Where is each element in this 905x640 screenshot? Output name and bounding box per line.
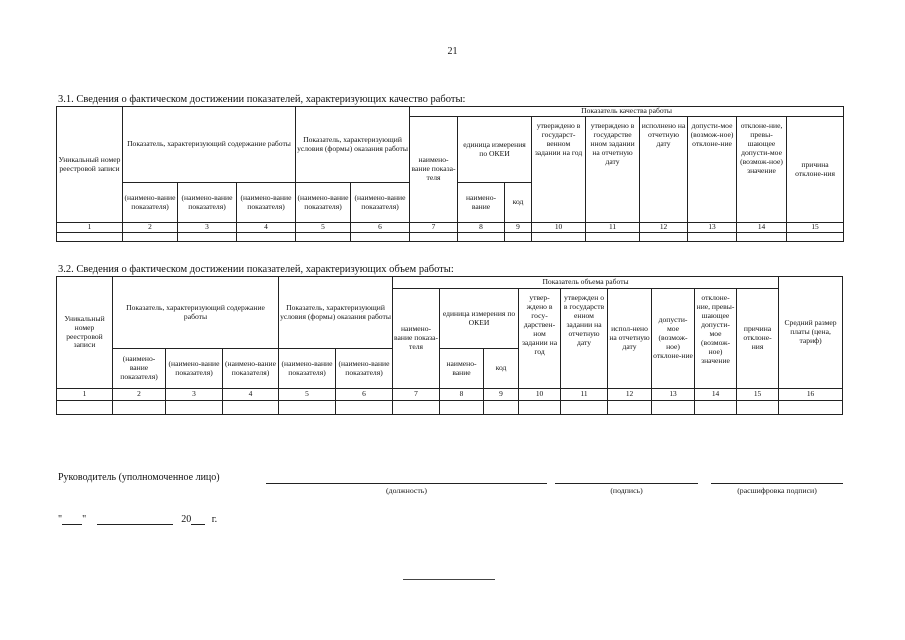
h-param-3: (наимено-вание показателя)	[237, 183, 296, 223]
h-param-3: (наимено-вание показателя)	[223, 349, 279, 389]
h-unique-record: Уникальный номер реестровой записи	[57, 107, 123, 223]
col-number: 6	[336, 389, 393, 401]
col-number: 13	[652, 389, 695, 401]
page-number: 21	[447, 46, 458, 57]
year-field[interactable]	[191, 514, 205, 525]
table-cell[interactable]	[458, 233, 505, 242]
table-row	[57, 401, 843, 415]
h-param-1: (наимено-вание показателя)	[123, 183, 178, 223]
col-number: 1	[57, 223, 123, 233]
table-cell[interactable]	[166, 401, 223, 415]
h-average-price: Средний размер платы (цена, тариф)	[779, 277, 843, 389]
column-number-row	[57, 223, 844, 233]
h-unit-name: наимено-вание	[440, 349, 484, 389]
signature-label: Руководитель (уполномоченное лицо)	[58, 472, 220, 483]
h-approved-year: утвер-ждено в госу-дарствен-ном задании на год	[519, 289, 561, 389]
table-cell[interactable]	[223, 401, 279, 415]
col-number: 11	[586, 223, 640, 233]
h-approved-date: утверждено в государстве нном задании на отчетную дату	[586, 117, 640, 223]
table-cell[interactable]	[695, 401, 737, 415]
col-number: 15	[787, 223, 844, 233]
table-cell[interactable]	[351, 233, 410, 242]
h-param-4: (наимено-вание показателя)	[296, 183, 351, 223]
quality-table	[56, 106, 844, 242]
table-cell[interactable]	[393, 401, 440, 415]
col-number: 5	[296, 223, 351, 233]
h-indicator-group: Показатель качества работы	[410, 107, 844, 117]
table-cell[interactable]	[787, 233, 844, 242]
h-content-indicator: Показатель, характеризующий содержание работы	[123, 107, 296, 183]
table-cell[interactable]	[113, 401, 166, 415]
table-cell[interactable]	[608, 401, 652, 415]
table-row	[57, 233, 844, 242]
col-number: 2	[113, 389, 166, 401]
table-cell[interactable]	[123, 233, 178, 242]
table-cell[interactable]	[237, 233, 296, 242]
col-number: 13	[688, 223, 737, 233]
table-cell[interactable]	[532, 233, 586, 242]
col-number: 2	[123, 223, 178, 233]
table-cell[interactable]	[410, 233, 458, 242]
col-number: 7	[410, 223, 458, 233]
h-param-5: (наимено-вание показателя)	[351, 183, 410, 223]
h-actual: исполнено на отчетную дату	[640, 117, 688, 223]
table-cell[interactable]	[688, 233, 737, 242]
h-param-2: (наимено-вание показателя)	[166, 349, 223, 389]
col-number: 15	[737, 389, 779, 401]
h-content-indicator: Показатель, характеризующий содержание работы	[113, 277, 279, 349]
col-number: 3	[178, 223, 237, 233]
h-indicator-group: Показатель объема работы	[393, 277, 779, 289]
table-cell[interactable]	[586, 233, 640, 242]
day-field[interactable]	[62, 514, 82, 525]
table-cell[interactable]	[279, 401, 336, 415]
col-number: 9	[484, 389, 519, 401]
h-conditions-indicator: Показатель, характеризующий условия (формы) оказания работы	[279, 277, 393, 349]
h-unit: единица измерения по ОКЕИ	[458, 117, 532, 183]
col-number: 3	[166, 389, 223, 401]
table-cell[interactable]	[440, 401, 484, 415]
h-unit: единица измерения по ОКЕИ	[440, 289, 519, 349]
col-number: 11	[561, 389, 608, 401]
table-cell[interactable]	[779, 401, 843, 415]
table-cell[interactable]	[336, 401, 393, 415]
h-approved-date: утвержден о в государств енном задании на отчетную дату	[561, 289, 608, 389]
table-cell[interactable]	[178, 233, 237, 242]
column-number-row	[57, 389, 843, 401]
col-number: 14	[695, 389, 737, 401]
table-cell[interactable]	[57, 233, 123, 242]
table-cell[interactable]	[737, 233, 787, 242]
position-caption: (должность)	[386, 486, 427, 495]
table-cell[interactable]	[640, 233, 688, 242]
h-excess-deviation: отклоне-ние, превы-шающее допусти-мое (возмож-ное) значение	[737, 117, 787, 223]
h-indicator-name: наимено-вание показа-теля	[410, 117, 458, 223]
col-number: 4	[237, 223, 296, 233]
col-number: 8	[458, 223, 505, 233]
quote-open: "	[58, 514, 63, 525]
h-param-1: (наимено-вание показателя)	[113, 349, 166, 389]
footnote-divider	[403, 579, 495, 580]
table-cell[interactable]	[484, 401, 519, 415]
h-deviation-reason: причина отклоне-ния	[787, 117, 844, 223]
month-field[interactable]	[97, 514, 173, 525]
year-prefix: 20	[181, 514, 192, 525]
col-number: 9	[505, 223, 532, 233]
col-number: 16	[779, 389, 843, 401]
year-suffix: г.	[211, 514, 218, 525]
date-line	[58, 514, 217, 525]
h-unique-record: Уникальный номер реестровой записи	[57, 277, 113, 389]
decoding-caption: (расшифровка подписи)	[737, 486, 817, 495]
table-cell[interactable]	[296, 233, 351, 242]
h-param-2: (наимено-вание показателя)	[178, 183, 237, 223]
col-number: 10	[532, 223, 586, 233]
col-number: 10	[519, 389, 561, 401]
h-allowed-deviation: допусти-мое (возмож-ное) отклоне-ние	[688, 117, 737, 223]
table-cell[interactable]	[505, 233, 532, 242]
h-excess-deviation: отклоне-ние, превы-шающее допусти-мое (возмож-ное) значение	[695, 289, 737, 389]
col-number: 6	[351, 223, 410, 233]
signature-caption: (подпись)	[610, 486, 643, 495]
h-conditions-indicator: Показатель, характеризующий условия (формы) оказания работы	[296, 107, 410, 183]
col-number: 12	[640, 223, 688, 233]
h-approved-year: утверждено в государст-венном задании на год	[532, 117, 586, 223]
volume-table	[56, 276, 843, 415]
table-cell[interactable]	[737, 401, 779, 415]
col-number: 8	[440, 389, 484, 401]
h-indicator-name: наимено-вание показа-теля	[393, 289, 440, 389]
decoding-line[interactable]	[711, 483, 843, 484]
col-number: 4	[223, 389, 279, 401]
table1-title: 3.1. Сведения о фактическом достижении показателей, характеризующих качество работы:	[58, 94, 466, 105]
h-deviation-reason: причина отклоне-ния	[737, 289, 779, 389]
h-unit-code: код	[484, 349, 519, 389]
table-cell[interactable]	[519, 401, 561, 415]
table2-title: 3.2. Сведения о фактическом достижении показателей, характеризующих объем работы:	[58, 264, 454, 275]
h-param-4: (наимено-вание показателя)	[279, 349, 336, 389]
col-number: 7	[393, 389, 440, 401]
position-line[interactable]	[266, 483, 547, 484]
signature-line[interactable]	[555, 483, 698, 484]
h-unit-name: наимено-вание	[458, 183, 505, 223]
col-number: 12	[608, 389, 652, 401]
col-number: 5	[279, 389, 336, 401]
col-number: 1	[57, 389, 113, 401]
h-actual: испол-нено на отчетную дату	[608, 289, 652, 389]
table-cell[interactable]	[561, 401, 608, 415]
col-number: 14	[737, 223, 787, 233]
table-cell[interactable]	[652, 401, 695, 415]
h-allowed-deviation: допусти-мое (возмож-ное) отклоне-ние	[652, 289, 695, 389]
h-unit-code: код	[505, 183, 532, 223]
table-cell[interactable]	[57, 401, 113, 415]
h-param-5: (наимено-вание показателя)	[336, 349, 393, 389]
quote-close: "	[82, 514, 87, 525]
